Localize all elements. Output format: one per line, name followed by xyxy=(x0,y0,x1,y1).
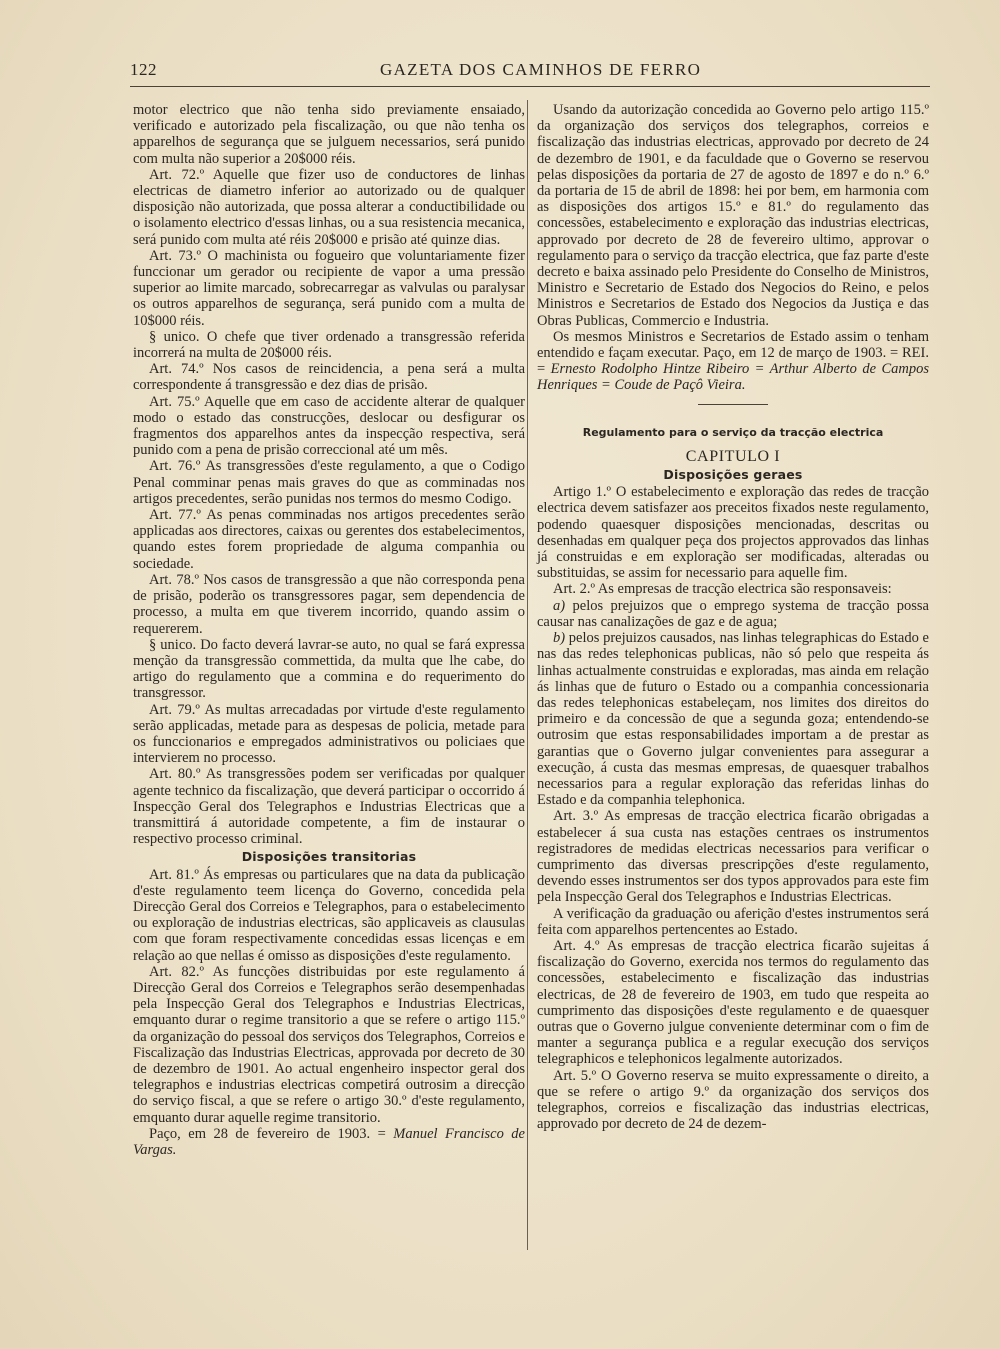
article-79: Art. 79.º As multas arrecadadas por virtude d'este regulamento serão applicadas, metade para as despesas de policia, metade para os funccionarios e empregados administrativos ou policiaes que intervierem no processo. xyxy=(133,701,525,767)
article-1: Artigo 1.º O estabelecimento e exploração das redes de tracção electrica devem satisfazer aos preceitos fixados neste regulamento, podendo quaesquer disposições mencionadas, descritas ou desenhadas em qualquer peça dos projectos approvados das linhas já construidas e em exploração ser modificadas, alteradas ou substituidas, se assim for necessario para aquelle fim. xyxy=(537,484,929,582)
decree-preamble: Usando da autorização concedida ao Governo pelo artigo 115.º da organização dos serviços dos telegraphos, correios e fiscalização das industrias electricas, approvado por decreto de 24 de dezembro de 1901, e da faculdade que o Governo se reservou pelas disposições da portaria de 27 de agosto de 1897 e do n.º 6.º da portaria de 15 de abril de 1898: hei por bem, em harmonia com as disposições dos artigos 15.º e 81.º do regulamento das concessões, estabelecimento e exploração das industrias electricas, approvado por decreto de 28 de fevereiro ultimo, approvar o regulamento para o serviço da tracção electrica, que faz parte d'este decreto e baixa assinado pelo Presidente do Conselho de Ministros, Ministro e Secretario de Estado dos Negocios do Reino, e pelos Ministros e Secretarios de Estado dos Negocios da Justiça e das Obras Publicas, Commercio e Industria. xyxy=(537,102,929,329)
article-76: Art. 76.º As transgressões d'este regulamento, a que o Codigo Penal comminar penas mais graves do que as comminadas nos artigos precedentes, serão punidas nos termos do mesmo Codigo. xyxy=(133,458,525,507)
journal-title: GAZETA DOS CAMINHOS DE FERRO xyxy=(380,60,702,79)
signature: Manuel Francisco de Vargas. xyxy=(133,1125,525,1158)
section-heading: Disposições geraes xyxy=(663,467,803,483)
article-72: Art. 72.º Aquelle que fizer uso de conductores de linhas electricas de diametro inferior ao autorizado ou de qualquer disposição não autorizada, que possa alterar a conductibilidade ou o isolamento electrico d'essas linhas, ou a sua resistencia mecanica, será punido com multa até réis 20$000 e prisão até quinze dias. xyxy=(133,166,525,248)
section-heading: Disposições transitorias xyxy=(241,849,417,865)
signature-paragraph xyxy=(133,1126,525,1158)
paragraph: motor electrico que não tenha sido previamente ensaiado, verificado e autorizado pela fiscalização, ou que não tenha os apparelhos de segurança que se julguem necessarios, será punido com multa não superior a 20$000 réis. xyxy=(133,102,525,167)
article-80: Art. 80.º As transgressões podem ser verificadas por qualquer agente technico da fiscalização, que deverá participar o occorrido á Inspecção Geral dos Telegraphos e Industrias Electricas que a transmittirá á autoridade competente, a fim de instaurar o respectivo processo criminal. xyxy=(133,766,525,848)
article-2: Art. 2.º As empresas de tracção electrica são responsaveis: xyxy=(553,581,892,598)
article-4: Art. 4.º As empresas de tracção electrica ficarão sujeitas á fiscalização do Governo, exercida nos termos do regulamento das concessões, estabelecimento e fiscalização das industrias electricas, de 28 de fevereiro de 1903, em tudo que respeita ao cumprimento das disposições d'este regulamento e de quaesquer outras que o Governo julgue conveniente determinar com o fim de manter a segurança publica e a regular execução dos serviços telegraphicos e telephonicos legalmente autorizados. xyxy=(537,937,929,1068)
paragraph-unico: § unico. Do facto deverá lavrar-se auto, no qual se fará expressa menção da transgressão commettida, da multa que lhe cabe, do artigo do regulamento que a commina e do requerimento do transgressor. xyxy=(133,636,525,702)
chapter-heading: CAPITULO I xyxy=(685,447,781,465)
signature-paragraph xyxy=(537,329,929,394)
article-74: Art. 74.º Nos casos de reincidencia, a pena será a multa correspondente á transgressão e dez dias de prisão. xyxy=(133,361,525,394)
article-82: Art. 82.º As funcções distribuidas por este regulamento á Direcção Geral dos Correios e Telegraphos serão desempenhadas pela Inspecção Geral dos Telegraphos e Industrias Electricas, emquanto durar o regime transitorio a que se refere o artigo 115.º da organização do pessoal dos serviços dos Telegraphos, Correios e Fiscalização das Industrias Electricas, approvada por decreto de 30 de dezembro de 1901. Ao actual engenheiro inspector geral dos telegraphos e industrias electricas competirá outrosim a direcção do serviço fiscal, a que se refere o artigo 30.º d'este regulamento, emquanto durar aquelle regime transitorio. xyxy=(133,963,525,1126)
article-78: Art. 78.º Nos casos de transgressão a que não corresponda pena de prisão, poderão os transgressores pagar, sem dependencia de processo, a multa em que tiverem incorrido, quando assim o requererem. xyxy=(133,571,525,637)
date-line: Paço, em 28 de fevereiro de 1903. = xyxy=(149,1125,394,1142)
right-column xyxy=(537,102,929,1132)
page-header xyxy=(130,60,930,87)
clause-a xyxy=(537,598,929,630)
page-number: 122 xyxy=(130,60,157,79)
clause-text: pelos prejuizos causados, nas linhas telegraphicas do Estado e nas das redes telephonicas publicas, não só pelo que respeita ás linhas actualmente construidas e exploradas, mas ainda em relação ás linhas que de futuro o Estado ou a companhia concessionaria das redes telephonicas estabeleçam, nos limites dos direitos do primeiro e da concessão de que a segunda goza; entendendo-se outrosim que estas responsabilidades importam a de prestar as garantias que o Governo julgar convenientes para assegurar a execução, á custa das mesmas empresas, de quaesquer trabalhos necessarios para a regular exploração das referidas linhas do Estado e da companhia telephonica. xyxy=(537,630,929,809)
left-column xyxy=(133,102,525,1158)
clause-text: pelos prejuizos que o emprego systema de tracção possa causar nas canalizações de gaz e de agua; xyxy=(537,597,929,630)
signature: Ernesto Rodolpho Hintze Ribeiro = Arthur Alberto de Campos Henriques = Coude de Paçô Vieira. xyxy=(537,361,929,394)
article-81: Art. 81.º Ás empresas ou particulares que na data da publicação d'este regulamento teem licença do Governo, concedida pela Direcção Geral dos Correios e Telegraphos, para o estabelecimento ou exploração de industrias electricas, são applicaveis as clausulas com que foram respectivamente concedidas essas licenças e em relação ao que nellas é omisso as disposições d'este regulamento. xyxy=(133,866,525,964)
date-line: Os mesmos Ministros e Secretarios de Estado assim o tenham entendido e façam executar. Paço, em 12 de março de 1903. = REI. = xyxy=(537,328,929,378)
column-divider xyxy=(527,100,528,1250)
clause-letter: b) xyxy=(553,630,566,647)
separator-rule xyxy=(698,404,768,405)
article-3: Art. 3.º As empresas de tracção electrica ficarão obrigadas a estabelecer á sua custa nas estações centraes os instrumentos registradores de medidas electricas necessarios para verificar o cumprimento das diversas prescripções d'este regulamento, devendo esses instrumentos ser dos typos approvados para este fim pela Inspecção Geral dos Telegraphos e Industrias Electricas. xyxy=(537,808,929,906)
article-5: Art. 5.º O Governo reserva se muito expressamente o direito, a que se refere o artigo 9.º da organização dos serviços dos telegraphos, correios e fiscalização das industrias electricas, approvado por decreto de 24 de dezem- xyxy=(537,1067,929,1133)
paragraph-unico: § unico. O chefe que tiver ordenado a transgressão referida incorrerá na multa de 20$000 réis. xyxy=(133,328,525,362)
article-75: Art. 75.º Aquelle que em caso de accidente alterar de qualquer modo o estado das construcções, deslocar ou desfigurar os fragmentos dos apparelhos antes da inspecção respectiva, será punido com a pena de prisão correccional até um mês. xyxy=(133,393,525,459)
paragraph: A verificação da graduação ou aferição d'estes instrumentos será feita com apparelhos pertencentes ao Estado. xyxy=(537,905,929,938)
article-77: Art. 77.º As penas comminadas nos artigos precedentes serão applicadas aos directores, caixas ou gerentes dos estabelecimentos, quando estes forem propriedade de alguma companhia ou sociedade. xyxy=(133,507,525,572)
regulation-title: Regulamento para o serviço da tracção electrica xyxy=(582,425,884,439)
clause-letter: a) xyxy=(553,597,566,614)
article-73: Art. 73.º O machinista ou fogueiro que voluntariamente fizer funccionar um gerador ou recipiente de vapor a uma pressão superior ao limite marcado, sobrecarregar as valvulas ou paralysar os outros apparelhos de segurança, será punido com a multa de 10$000 réis. xyxy=(133,247,525,329)
clause-b xyxy=(537,630,929,808)
